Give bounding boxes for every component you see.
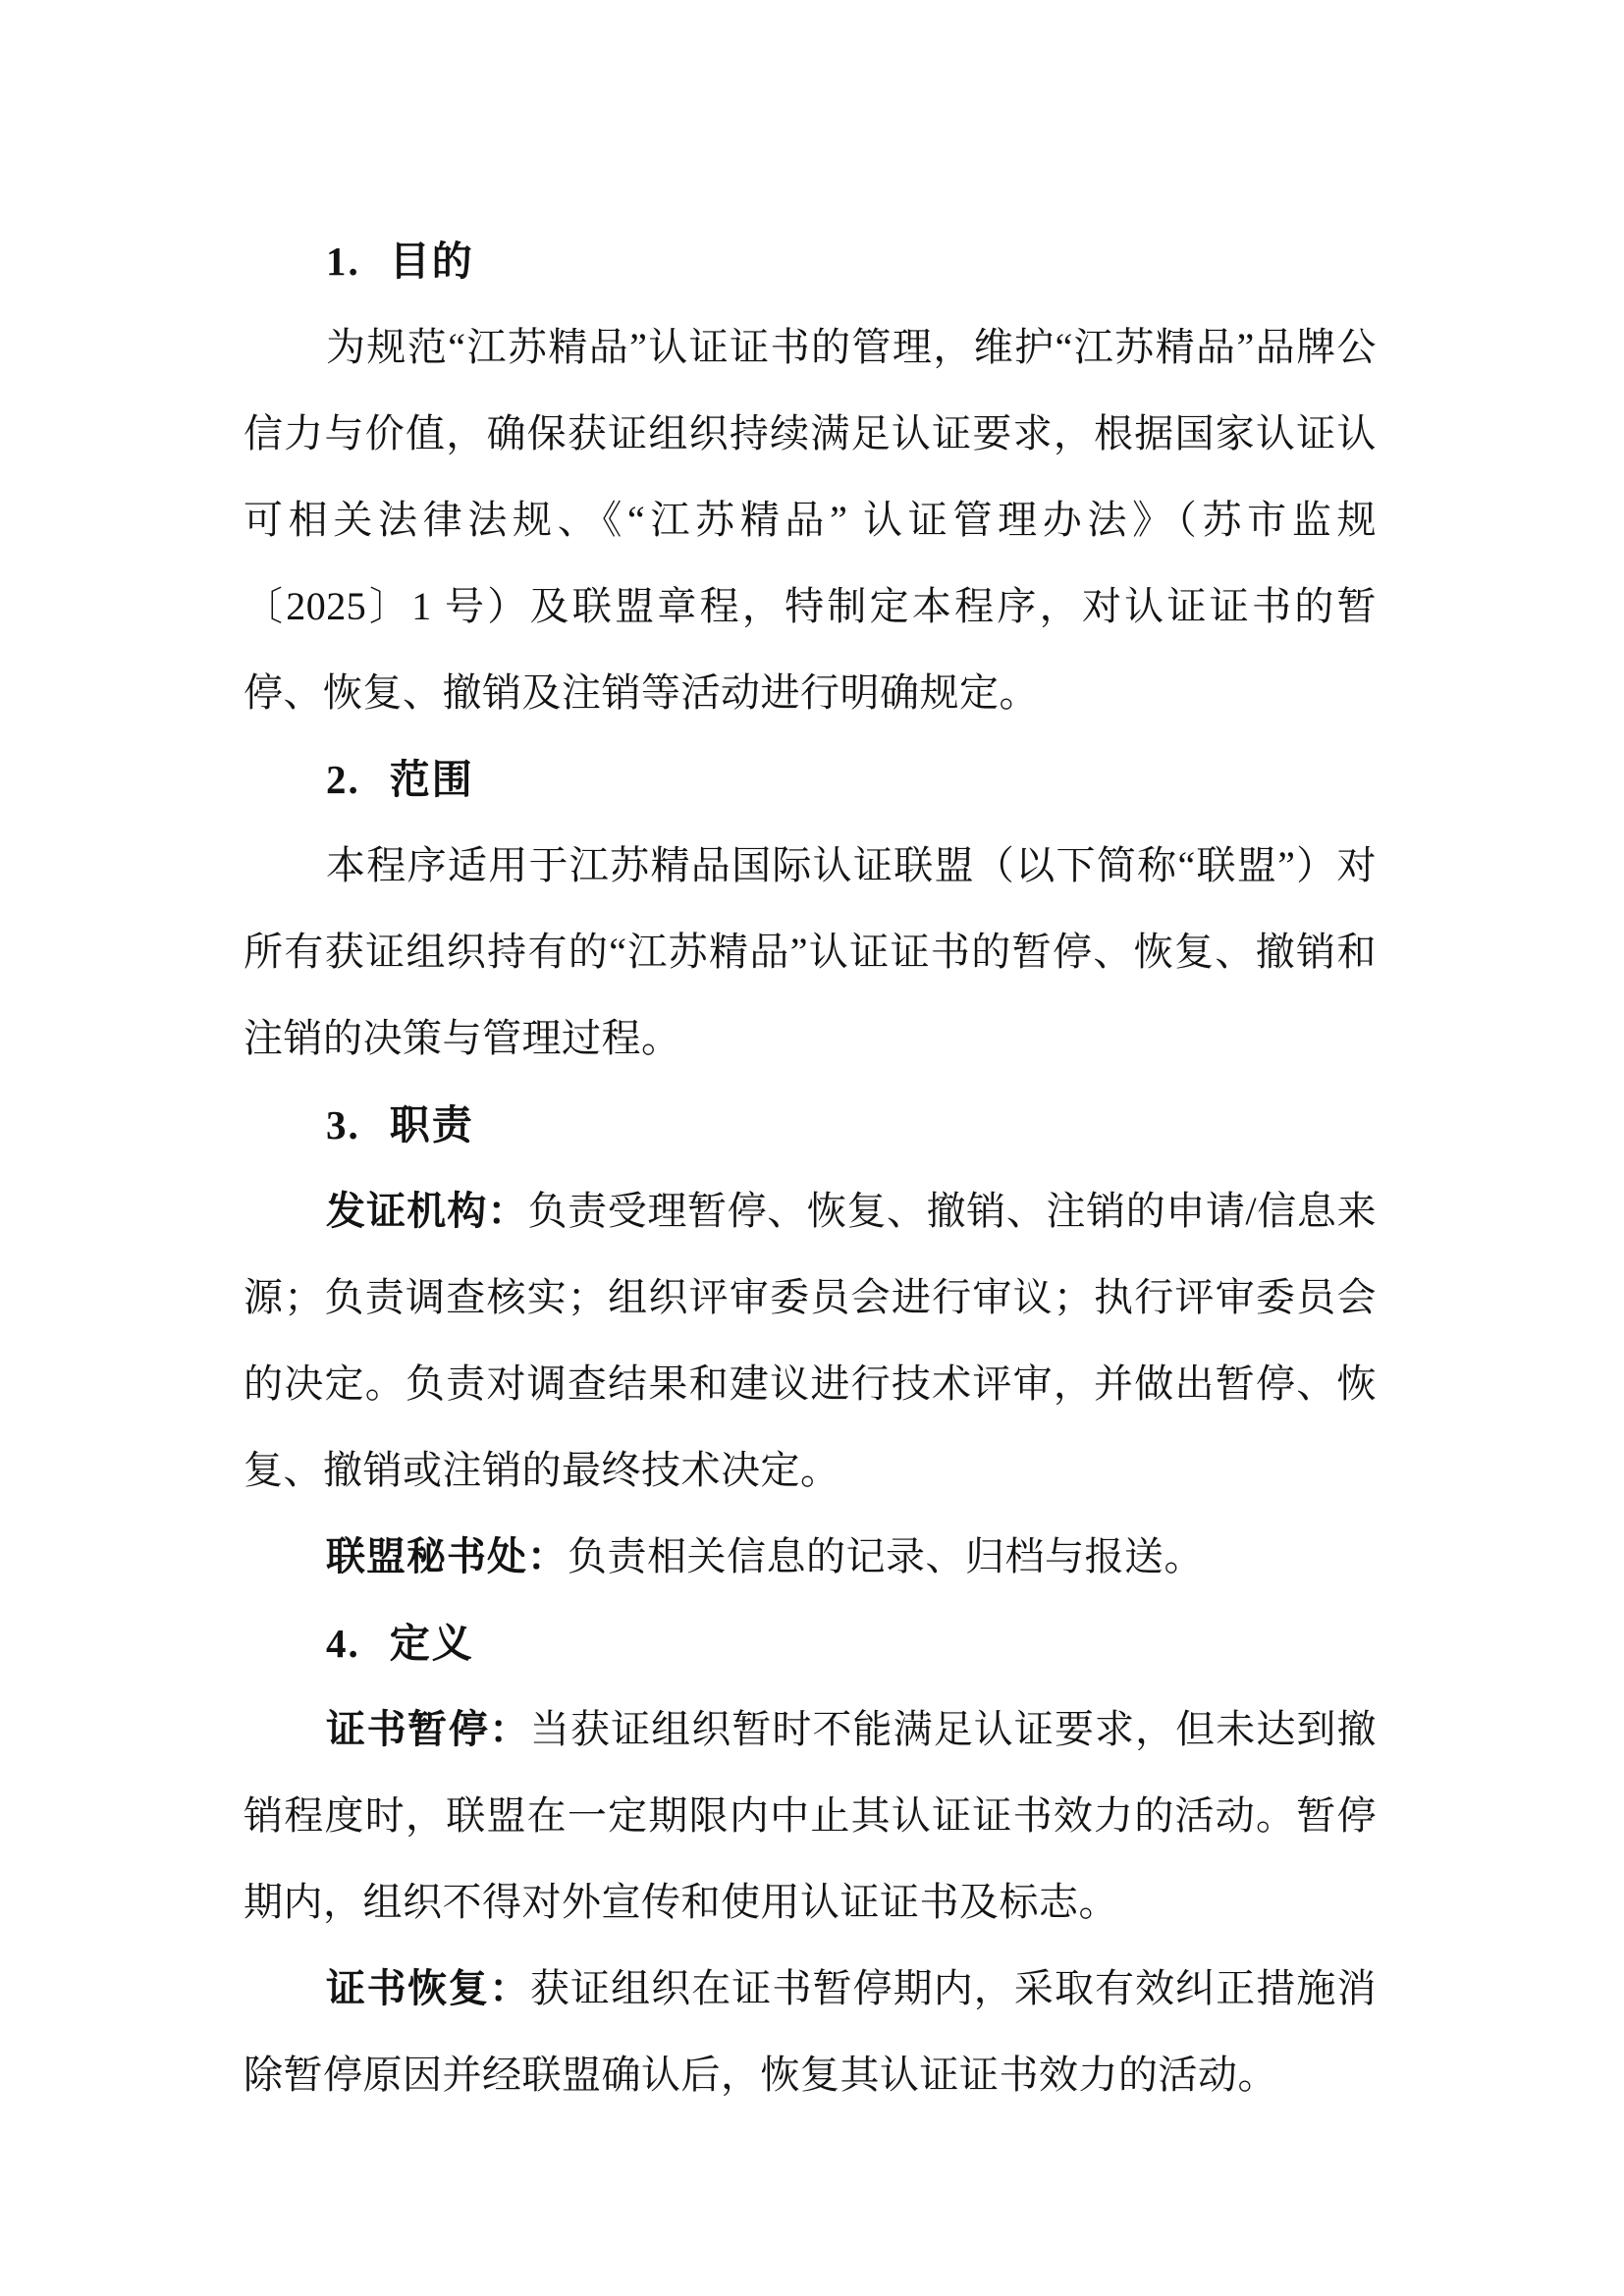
section-2-heading bbox=[244, 736, 1377, 823]
term-certificate-suspension: 证书暂停： bbox=[326, 1708, 530, 1751]
section-3-heading bbox=[244, 1082, 1377, 1168]
paragraph-secretariat-duties-text: 负责相关信息的记录、归档与报送。 bbox=[568, 1534, 1204, 1578]
paragraph-scope-text: 本程序适用于江苏精品国际认证联盟（以下简称“联盟”）对所有获证组织持有的“江苏精品”认证证书的暂停、恢复、撤销和注销的决策与管理过程。 bbox=[244, 843, 1377, 1060]
section-3-number: 3. bbox=[326, 1102, 360, 1148]
section-1-title: 目的 bbox=[389, 239, 474, 284]
paragraph-issuing-body-duties-text: 负责受理暂停、恢复、撤销、注销的申请/信息来源；负责调查核实；组织评审委员会进行审议；执行评审委员会的决定。负责对调查结果和建议进行技术评审，并做出暂停、恢复、撤销或注销的最终技术决定。 bbox=[244, 1189, 1377, 1492]
term-issuing-body: 发证机构： bbox=[326, 1190, 528, 1233]
term-certificate-restoration: 证书恢复： bbox=[326, 1967, 530, 2010]
paragraph-secretariat-duties bbox=[244, 1514, 1377, 1600]
paragraph-purpose bbox=[244, 304, 1377, 736]
section-2-title: 范围 bbox=[389, 757, 474, 802]
paragraph-purpose-text: 为规范“江苏精品”认证证书的管理，维护“江苏精品”品牌公信力与价值，确保获证组织持续满足认证要求，根据国家认证认可相关法律法规、《“江苏精品” 认证管理办法》（苏市监规〔2025〕1 号）及联盟章程，特制定本程序，对认证证书的暂停、恢复、撤销及注销等活动进行明确规定。 bbox=[244, 325, 1377, 715]
section-1-number: 1. bbox=[326, 239, 360, 284]
section-2-number: 2. bbox=[326, 757, 360, 802]
section-3-title: 职责 bbox=[389, 1102, 474, 1148]
term-alliance-secretariat: 联盟秘书处： bbox=[326, 1535, 568, 1578]
paragraph-scope bbox=[244, 823, 1377, 1082]
section-4-number: 4. bbox=[326, 1621, 360, 1666]
section-4-heading bbox=[244, 1600, 1377, 1686]
section-1-heading bbox=[244, 218, 1377, 304]
paragraph-definition-restoration-text: 获证组织在证书暂停期内，采取有效纠正措施消除暂停原因并经联盟确认后，恢复其认证证书效力的活动。 bbox=[244, 1966, 1378, 2097]
paragraph-definition-suspension bbox=[244, 1686, 1377, 1946]
paragraph-definition-restoration bbox=[244, 1946, 1377, 2118]
section-4-title: 定义 bbox=[389, 1621, 474, 1666]
paragraph-issuing-body-duties bbox=[244, 1168, 1377, 1514]
paragraph-definition-suspension-text: 当获证组织暂时不能满足认证要求，但未达到撤销程度时，联盟在一定期限内中止其认证证书效力的活动。暂停期内，组织不得对外宣传和使用认证证书及标志。 bbox=[244, 1707, 1378, 1924]
